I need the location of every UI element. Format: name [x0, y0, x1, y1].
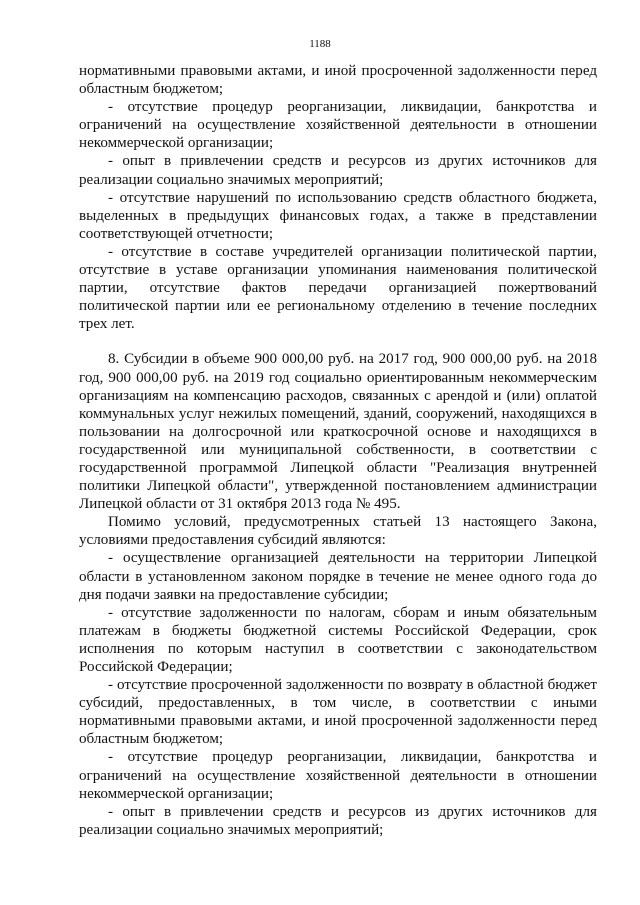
list-item: - опыт в привлечении средств и ресурсов из других источников для реализации социально значимых мероприятий; [79, 803, 597, 838]
list-item: - опыт в привлечении средств и ресурсов из других источников для реализации социально значимых мероприятий; [79, 153, 597, 188]
section-8-paragraph: 8. Субсидии в объеме 900 000,00 руб. на 2017 год, 900 000,00 руб. на 2018 год, 900 000,00 руб. на 2019 год социально ориентированным некоммерческим организациям на компенсацию расходов, связанных с арендой и (или) оплатой коммунальных услуг нежилых помещений, зданий, сооружений, находящихся в пользовании на долгосрочной или краткосрочной основе и находящихся в государственной или муниципальной собственности, в соответствии с государственной программой Липецкой области "Реализация внутренней политики Липецкой области", утвержденной постановлением администрации Липецкой области от 31 октября 2013 года № 495. [79, 351, 597, 513]
list-item: - отсутствие процедур реорганизации, ликвидации, банкротства и ограничений на осуществление хозяйственной деятельности в отношении некоммерческой организации; [79, 99, 597, 152]
list-item: - отсутствие в составе учредителей организации политической партии, отсутствие в уставе организации упоминания наименования политической партии, отсутствие фактов передачи организацией пожертвований политической партии или ее региональному отделению в течение последних трех лет. [79, 243, 597, 333]
paragraph-continuation: нормативными правовыми актами, и иной просроченной задолженности перед областным бюджетом; [79, 63, 597, 98]
body-text [79, 62, 597, 839]
page-number: 1188 [309, 38, 331, 50]
list-item: - отсутствие процедур реорганизации, ликвидации, банкротства и ограничений на осуществление хозяйственной деятельности в отношении некоммерческой организации; [79, 749, 597, 802]
conditions-intro: Помимо условий, предусмотренных статьей 13 настоящего Закона, условиями предоставления субсидий являются: [79, 514, 597, 549]
list-item: - отсутствие задолженности по налогам, сборам и иным обязательным платежам в бюджеты бюджетной системы Российской Федерации, срок исполнения по которым наступил в соответствии с законодательством Российской Федерации; [79, 604, 597, 675]
list-item: - отсутствие нарушений по использованию средств областного бюджета, выделенных в предыдущих финансовых годах, а также в представлении соответствующей отчетности; [79, 189, 597, 242]
list-item: - осуществление организацией деятельности на территории Липецкой области в установленном законом порядке в течение не менее одного года до дня подачи заявки на предоставление субсидии; [79, 550, 597, 603]
list-item: - отсутствие просроченной задолженности по возврату в областной бюджет субсидий, предоставленных, в том числе, в соответствии с иными нормативными правовыми актами, и иной просроченной задолженности перед областным бюджетом; [79, 677, 597, 748]
